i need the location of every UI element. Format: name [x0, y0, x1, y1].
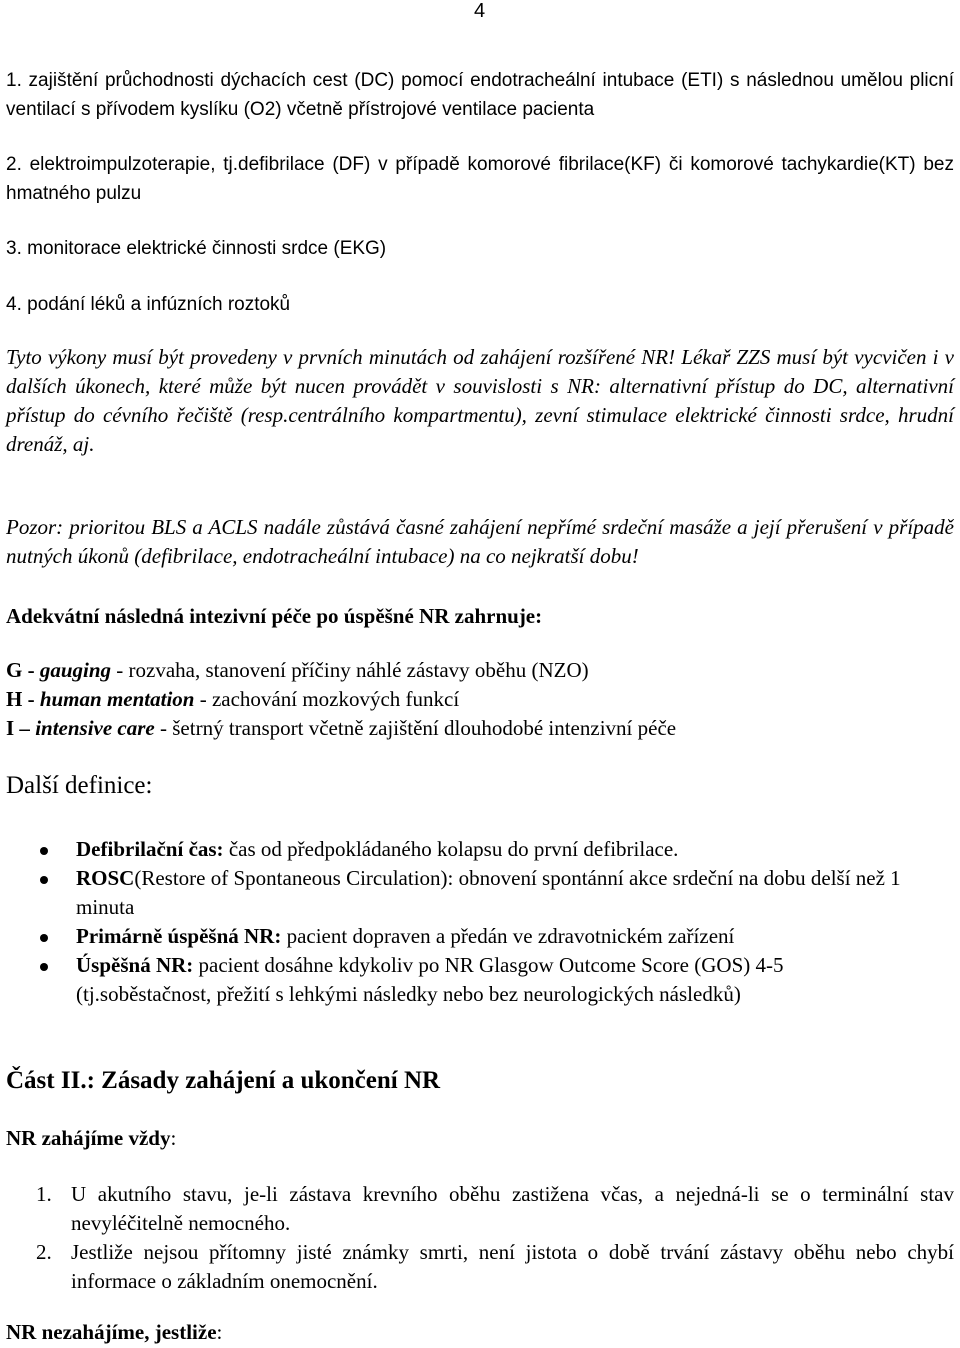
- not-start-heading: NR nezahájíme, jestliže:: [6, 1320, 223, 1344]
- ghi-list: [6, 656, 954, 743]
- italic-paragraph-requirements: Tyto výkony musí být provedeny v prvních minutách od zahájení rozšířené NR! Lékař ZZS musí být vycvičen i v dalších úkonech, které může být nucen provádět v souvislosti s NR: alternativní přístup do DC, alternativní přístup do cévního řečiště (resp.centrálního kompartmentu), zevní stimulace elektrické činnosti srdce, hrudní drenáž, aj.: [6, 345, 954, 456]
- definition-item: Úspěšná NR: pacient dosáhne kdykoliv po NR Glasgow Outcome Score (GOS) 4-5 (tj.soběstačnost, přežití s lehkými následky nebo bez neurologických následků): [6, 951, 906, 1009]
- list-item-1: 1. zajištění průchodnosti dýchacích cest (DC) pomocí endotracheální intubace (ETI) s následnou umělou plicní ventilací s přívodem kyslíku (O2) včetně přístrojové ventilace pacienta: [6, 70, 954, 120]
- bullet-icon: [40, 847, 48, 855]
- italic-paragraph-warning: Pozor: prioritou BLS a ACLS nadále zůstává časné zahájení nepřímé srdeční masáže a její přerušení v případě nutných úkonů (defibrilace, endotracheální intubace) na co nejkratší dobu!: [6, 515, 954, 568]
- start-list-item: 1. U akutního stavu, je-li zástava krevního oběhu zastižena včas, a nejedná-li se o terminální stav nevyléčitelně nemocného.: [36, 1182, 954, 1235]
- start-list: [0, 1180, 954, 1296]
- definitions-list: [6, 835, 906, 1009]
- definition-item: ROSC(Restore of Spontaneous Circulation): obnovení spontánní akce srdeční na dobu delší než 1 minuta: [6, 864, 906, 922]
- intensive-care-heading: Adekvátní následná intezivní péče po úspěšné NR zahrnuje:: [6, 604, 543, 628]
- ghi-item-h: H - human mentation - zachování mozkových funkcí: [6, 687, 460, 711]
- definition-item: Defibrilační čas: čas od předpokládaného kolapsu do první defibrilace.: [6, 835, 906, 864]
- bullet-icon: [40, 876, 48, 884]
- ghi-item-g: G - gauging - rozvaha, stanovení příčiny náhlé zástavy oběhu (NZO): [6, 658, 589, 682]
- page-number: 4: [474, 0, 486, 22]
- list-item-3: 3. monitorace elektrické činnosti srdce (EKG): [6, 238, 387, 259]
- ghi-item-i: I – intensive care - šetrný transport včetně zajištění dlouhodobé intenzivní péče: [6, 716, 677, 740]
- part-two-heading: Část II.: Zásady zahájení a ukončení NR: [6, 1067, 441, 1094]
- bullet-icon: [40, 934, 48, 942]
- list-item-2: 2. elektroimpulzoterapie, tj.defibrilace (DF) v případě komorové fibrilace(KF) či komorové tachykardie(KT) bez hmatného pulzu: [6, 154, 954, 204]
- start-heading: NR zahájíme vždy:: [6, 1126, 177, 1150]
- bullet-icon: [40, 963, 48, 971]
- definitions-heading: Další definice:: [6, 772, 153, 799]
- definition-item: Primárně úspěšná NR: pacient dopraven a předán ve zdravotnickém zařízení: [6, 922, 906, 951]
- list-item-4: 4. podání léků a infúzních roztoků: [6, 294, 291, 315]
- start-list-item: 2. Jestliže nejsou přítomny jisté známky smrti, není jistota o době trvání zástavy oběhu nebo chybí informace o základním onemocnění.: [36, 1240, 954, 1293]
